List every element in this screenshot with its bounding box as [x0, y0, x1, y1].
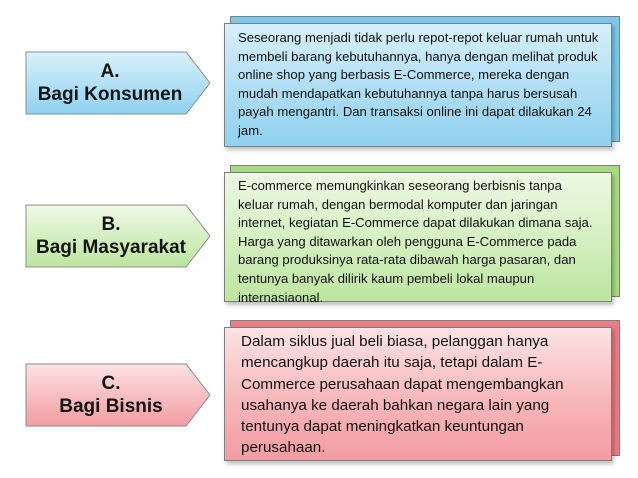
- label-title: Bagi Bisnis: [59, 396, 163, 417]
- panel-konsumen: [224, 23, 612, 147]
- label-title: Bagi Konsumen: [37, 84, 183, 105]
- label-letter: B.: [101, 214, 121, 235]
- panel-masyarakat: [224, 172, 612, 305]
- panel-bisnis: [224, 327, 612, 461]
- panel-text: Dalam siklus jual beli biasa, pelanggan hanya mencangkup daerah itu saja, tetapi dalam E-Commerce perusahaan dapat mengembangkan usahanya ke daerah bahkan negara lain yang tentunya dapat meningkatkan keuntungan perusahaan.: [241, 333, 564, 457]
- label-arrow-masyarakat: [26, 205, 210, 267]
- panel-text: E-commerce memungkinkan seseorang berbisnis tanpa keluar rumah, dengan bermodal komputer dan jaringan internet, kegiatan E-Commerce dapat dilakukan dimana saja. Harga yang ditawarkan oleh pengguna E-Commerce pada barang produksinya rata-rata dibawah harga pasaran, dan tentunya banyak dilirik kaum pembeli lokal maupun internasiaonal.: [238, 178, 593, 305]
- label-title: Bagi Masyarakat: [36, 237, 186, 258]
- panel-text: Seseorang menjadi tidak perlu repot-repot keluar rumah untuk membeli barang kebutuhannya, hanya dengan melihat produk online shop yang berbasis E-Commerce, mereka dengan mudah mendapatkan kebutuhannya tanpa harus bersusah payah mengantri. Dan transaksi online ini dapat dilakukan 24 jam.: [238, 30, 599, 138]
- label-arrow-konsumen: [26, 52, 210, 114]
- label-letter: C.: [101, 373, 121, 394]
- label-arrow-bisnis: [26, 364, 210, 426]
- label-letter: A.: [100, 61, 120, 82]
